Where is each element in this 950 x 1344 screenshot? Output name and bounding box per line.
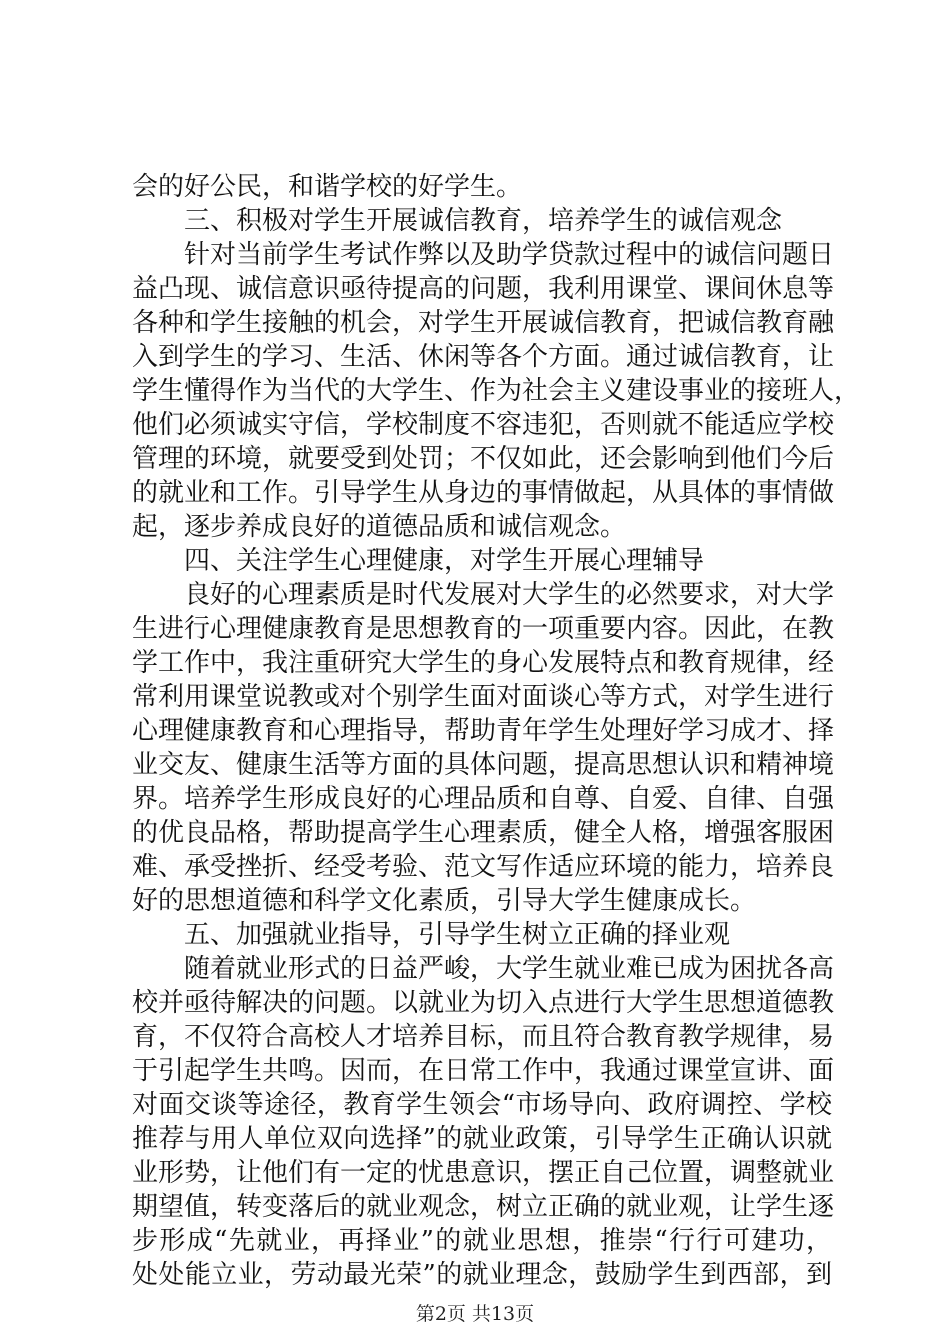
paragraph-line: 好的思想道德和科学文化素质，引导大学生健康成长。 [132, 886, 757, 916]
paragraph-line: 随着就业形式的日益严峻，大学生就业难已成为困扰各高 [184, 954, 835, 984]
paragraph-line: 他们必须诚实守信，学校制度不容违犯，否则就不能适应学校 [132, 410, 835, 440]
paragraph-line: 界。培养学生形成良好的心理品质和自尊、自爱、自律、自强 [132, 784, 835, 814]
paragraph-line: 业交友、健康生活等方面的具体问题，提高思想认识和精神境 [132, 750, 835, 780]
paragraph-line: 生进行心理健康教育是思想教育的一项重要内容。因此，在教 [132, 614, 835, 644]
paragraph-line: 起，逐步养成良好的道德品质和诚信观念。 [132, 512, 627, 542]
paragraph-line: 育，不仅符合高校人才培养目标，而且符合教育教学规律，易 [132, 1022, 835, 1052]
paragraph-line: 难、承受挫折、经受考验、范文写作适应环境的能力，培养良 [132, 852, 835, 882]
paragraph-line: 业形势，让他们有一定的忧患意识，摆正自己位置，调整就业 [132, 1158, 835, 1188]
paragraph-line: 常利用课堂说教或对个别学生面对面谈心等方式，对学生进行 [132, 682, 835, 712]
paragraph-line: 学生懂得作为当代的大学生、作为社会主义建设事业的接班人， [132, 376, 861, 406]
section-heading-5: 五、加强就业指导，引导学生树立正确的择业观 [184, 920, 731, 950]
page-number-footer: 第2页 共13页 [415, 1303, 535, 1325]
paragraph-line: 益凸现、诚信意识亟待提高的问题，我利用课堂、课间休息等 [132, 274, 835, 304]
paragraph-line: 的就业和工作。引导学生从身边的事情做起，从具体的事情做 [132, 478, 835, 508]
paragraph-line: 校并亟待解决的问题。以就业为切入点进行大学生思想道德教 [132, 988, 835, 1018]
paragraph-line: 步形成“先就业，再择业”的就业思想，推崇“行行可建功， [132, 1226, 832, 1256]
paragraph-line: 入到学生的学习、生活、休闲等各个方面。通过诚信教育，让 [132, 342, 835, 372]
paragraph-line: 针对当前学生考试作弊以及助学贷款过程中的诚信问题日 [184, 240, 835, 270]
paragraph-line: 管理的环境，就要受到处罚；不仅如此，还会影响到他们今后 [132, 444, 835, 474]
body-line: 会的好公民，和谐学校的好学生。 [132, 172, 523, 202]
paragraph-line: 心理健康教育和心理指导，帮助青年学生处理好学习成才、择 [132, 716, 835, 746]
paragraph-line: 对面交谈等途径，教育学生领会“市场导向、政府调控、学校 [132, 1090, 832, 1120]
paragraph-line: 期望值，转变落后的就业观念，树立正确的就业观，让学生逐 [132, 1192, 835, 1222]
paragraph-line: 学工作中，我注重研究大学生的身心发展特点和教育规律，经 [132, 648, 835, 678]
paragraph-line: 推荐与用人单位双向选择”的就业政策，引导学生正确认识就 [132, 1124, 832, 1154]
paragraph-line: 良好的心理素质是时代发展对大学生的必然要求，对大学 [184, 580, 835, 610]
paragraph-line: 于引起学生共鸣。因而，在日常工作中，我通过课堂宣讲、面 [132, 1056, 835, 1086]
paragraph-line: 各种和学生接触的机会，对学生开展诚信教育，把诚信教育融 [132, 308, 835, 338]
paragraph-line: 的优良品格，帮助提高学生心理素质，健全人格，增强客服困 [132, 818, 835, 848]
section-heading-3: 三、积极对学生开展诚信教育，培养学生的诚信观念 [184, 206, 783, 236]
section-heading-4: 四、关注学生心理健康，对学生开展心理辅导 [184, 546, 705, 576]
paragraph-line: 处处能立业，劳动最光荣”的就业理念，鼓励学生到西部，到 [132, 1260, 832, 1290]
